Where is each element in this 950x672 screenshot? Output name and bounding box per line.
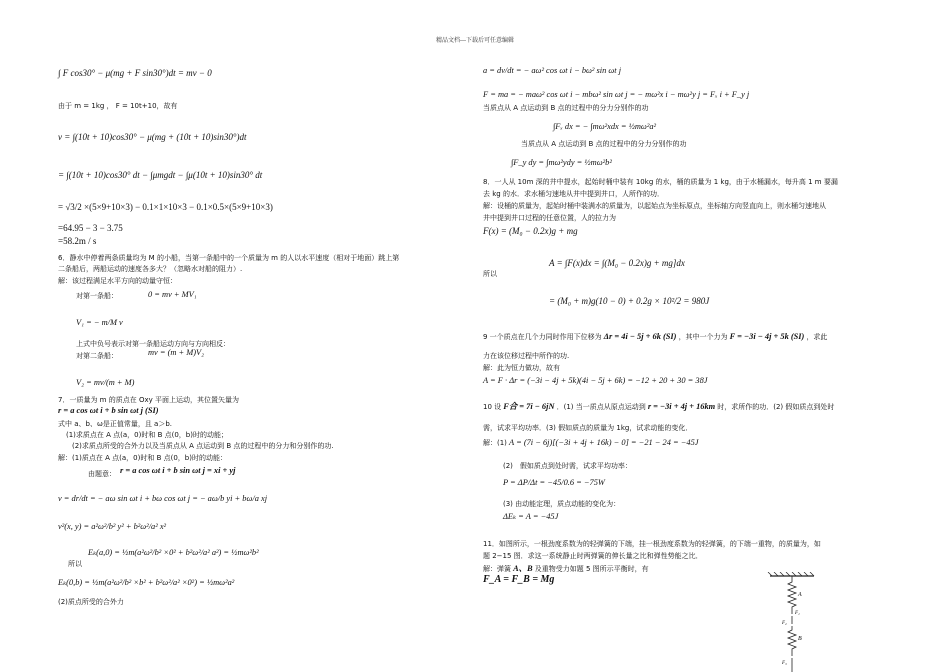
equation-result-1: =64.95 − 3 − 3.75 bbox=[58, 223, 123, 233]
problem7-eq-ek-b: Eₖ(0,b) = ½m(a²ω²/b² ×b² + b²ω²/a² ×0²) = ½mω²a² bbox=[58, 578, 235, 587]
problem7-solution: 解：(1)质点在 A 点(a，0)时和 B 点(0，b)时的动能： bbox=[58, 454, 227, 462]
problem10-eq-power: P = ΔP/Δt = −45/0.6 = −75W bbox=[503, 478, 605, 487]
problem8-so: 所以 bbox=[483, 270, 497, 278]
problem10-q2: (2) 假如质点到处时需，试求平均功率： bbox=[503, 462, 632, 470]
problem10-solution-1 bbox=[483, 438, 699, 449]
problem10-text-a: 10 设 bbox=[483, 403, 502, 411]
problem8-line2: 去 kg 的水．求水桶匀速地从井中提到井口，人所作的功． bbox=[483, 190, 664, 198]
spring-figure bbox=[762, 572, 822, 672]
problem7-q1: (1)求质点在 A 点(a，0)时和 B 点(0，b)时的动能； bbox=[66, 431, 228, 439]
problem8-line4: 井中提到井口过程的任意位置，人的拉力为 bbox=[483, 214, 616, 222]
problem6-eq3: mv = (m + M)V₂ bbox=[148, 348, 205, 357]
problem10-eq-work: A = (7i − 6j)[(−3i + 4j + 16k) − 0] = −21 − 24 = −45J bbox=[509, 438, 699, 447]
problem8-eq-force: F(x) = (M₀ − 0.2x)g + mg bbox=[483, 226, 578, 236]
problem7-line1: 7．一质量为 m 的质点在 Oxy 平面上运动，其位置矢量为 bbox=[58, 396, 239, 404]
problem9-text-c: ，其中一个力为 bbox=[678, 333, 728, 341]
problem11-line3 bbox=[483, 564, 649, 575]
problem9-line2: 力在该位移过程中所作的功. bbox=[483, 352, 570, 360]
problem7-so: 所以 bbox=[68, 560, 82, 568]
spring-a bbox=[788, 576, 796, 614]
problem6-boat1: 对第一条船： bbox=[76, 292, 118, 300]
problem9-text-a: 9 一个质点在几个力同时作用下位移为 bbox=[483, 333, 602, 341]
problem7-force: (2)质点所受的合外力 bbox=[58, 598, 124, 606]
problem7-position: r = a cos ωt i + b sin ωt j (SI) bbox=[58, 406, 159, 415]
problem9-eq: A = F · Δr = (−3i − 4j + 5k)(4i − 5j + 6k) = −12 + 20 + 30 = 38J bbox=[483, 376, 708, 385]
problem10-line1 bbox=[483, 402, 834, 413]
problem9-displacement: Δr = 4i − 5j + 6k (SI) bbox=[603, 332, 677, 341]
spring-b bbox=[788, 626, 796, 656]
problem8-line1: 8．一人从 10m 深的井中提水，起始时桶中装有 10kg 的水，桶的质量为 1 kg，由于水桶漏水，每升高 1 m 要漏 bbox=[483, 178, 838, 186]
problem10-text-c: ．(1) 当一质点从原点运动到 bbox=[556, 403, 646, 411]
problem7-eq-v2: v²(x, y) = a²ω²/b² y² + b²ω²/a² x² bbox=[58, 522, 167, 531]
problem11-text-e: 及重物受力如题 5 图所示平衡时，有 bbox=[534, 565, 649, 573]
equation-impulse: ∫ F cos30° − μ(mg + F sin30°)dt = mv − 0 bbox=[58, 68, 212, 78]
problem9-text-e: ，求此 bbox=[806, 333, 828, 341]
problem11-text-a: 解：弹簧 bbox=[483, 565, 511, 573]
equation-work-x: ∫Fₓ dx = − ∫mω²xdx = ½mω²a² bbox=[553, 122, 657, 131]
problem7-eq-r: r = a cos ωt i + b sin ωt j = xi + yj bbox=[120, 466, 236, 475]
label-spring-a: A bbox=[798, 592, 802, 598]
problem6-line2: 二条船后，两船运动的速度各多大？（忽略水对船的阻力）. bbox=[58, 265, 243, 273]
problem6-line1: 6．静水中停着两条质量均为 M 的小船，当第一条船中的一个质量为 m 的人以水平速度（相对于地面）跳上第 bbox=[58, 254, 400, 262]
problem8-eq-work: A = ∫F(x)dx = ∫(M₀ − 0.2x)g + mg]dx bbox=[549, 258, 685, 268]
problem6-eq2: V₁ = − m/M v bbox=[76, 318, 123, 327]
equation-force: F = ma = − maω² cos ωt i − mbω² sin ωt j = − mω²x i − mω²y j = Fₓ i + F_y j bbox=[483, 90, 750, 99]
equation-work-y: ∫F_y dy = ∫mω²ydy = ½mω²b² bbox=[511, 158, 612, 167]
problem6-eq1: 0 = mv + MV₁ bbox=[148, 290, 197, 299]
problem6-eq4: V₂ = mv/(m + M) bbox=[76, 378, 135, 387]
problem10-eq-ek: ΔEₖ = A = −45J bbox=[503, 512, 559, 521]
problem10-position: r = −3i + 4j + 16km bbox=[647, 402, 716, 411]
problem9-line1 bbox=[483, 332, 827, 343]
problem7-q2: (2)求质点所受的合外力以及当质点从 A 点运动到 B 点的过程中的分力和分别作的功. bbox=[72, 442, 334, 450]
problem8-line3: 解：设桶的质量为，起始时桶中装满水的质量为，以起始点为坐标原点，坐标轴方向竖直向上，则水桶匀速地从 bbox=[483, 202, 826, 210]
problem10-sol-label: 解：(1) bbox=[483, 439, 507, 447]
equation-result-2: =58.2m / s bbox=[58, 236, 97, 246]
problem10-q3: (3) 由动能定理，质点动能的变化为： bbox=[503, 500, 621, 508]
problem6-boat2: 对第二条船： bbox=[76, 352, 118, 360]
problem6-solution: 解：该过程满足水平方向的动量守恒： bbox=[58, 277, 177, 285]
problem10-text-e: 时，求所作的功．(2) 假如质点到处时 bbox=[717, 403, 835, 411]
problem8-eq-result: = (M₀ + m)g(10 − 0) + 0.2g × 10²/2 = 980J bbox=[549, 296, 710, 306]
problem7-line3: 式中 a、b、ω是正值常量，且 a＞b. bbox=[58, 420, 173, 428]
equation-velocity-integral: v = ∫(10t + 10)cos30° − μ(mg + (10t + 10)sin30°)dt bbox=[58, 132, 247, 142]
problem11-line1: 11．如图所示，一根劲度系数为的轻弹簧的下端，挂一根劲度系数为的轻弹簧，的下端一重物，的质量为，如 bbox=[483, 540, 821, 548]
label-f3: F₃ bbox=[782, 661, 787, 666]
problem10-line2: 需，试求平均功率．(3) 假如质点的质量为 1kg，试求动能的变化． bbox=[483, 424, 693, 432]
problem7-eq-ek-a: Eₖ(a,0) = ½m(a²ω²/b² ×0² + b²ω²/a² a²) = ½mω²b² bbox=[88, 548, 259, 557]
problem6-note: 上式中负号表示对第一条船运动方向与方向相反： bbox=[76, 340, 230, 348]
equation-numeric: = √3/2 ×(5×9+10×3) − 0.1×1×10×3 − 0.1×0.5×(5×9+10×3) bbox=[58, 202, 273, 212]
problem11-eq: F_A = F_B = Mg bbox=[483, 574, 555, 585]
problem9-solution: 解：此为恒力做功，故有 bbox=[483, 364, 560, 372]
problem7-eq-v: v = dr/dt = − aω sin ωt i + bω cos ωt j = − aω/b yi + bω/a xj bbox=[58, 494, 268, 503]
text-given-mass: 由于 m = 1kg ， F = 10t+10，故有 bbox=[58, 102, 178, 110]
label-f1: F₁ bbox=[795, 611, 800, 616]
label-f2: F₂ bbox=[782, 621, 787, 626]
text-work-y: 当质点从 A 点运动到 B 点的过程中的分力分别作的功 bbox=[521, 140, 687, 148]
equation-split-integral: = ∫(10t + 10)cos30° dt − ∫μmgdt − ∫μ(10t + 10)sin30° dt bbox=[58, 170, 263, 180]
problem9-force: F = −3i − 4j + 5k (SI) bbox=[729, 332, 805, 341]
label-spring-b: B bbox=[798, 636, 802, 642]
problem11-line2: 题 2−15 图．求这一系统静止时两弹簧的伸长量之比和弹性势能之比． bbox=[483, 552, 703, 560]
problem11-springs: A、B bbox=[513, 564, 533, 573]
text-work-x: 当质点从 A 点运动到 B 点的过程中的分力分别作的功 bbox=[483, 104, 649, 112]
page-header: 精品文档---下载后可任意编辑 bbox=[436, 38, 514, 44]
problem10-force: F合 = 7i − 6jN bbox=[503, 402, 555, 411]
problem7-given: 由题意： bbox=[88, 470, 116, 478]
equation-acceleration: a = dv/dt = − aω² cos ωt i − bω² sin ωt j bbox=[483, 66, 622, 75]
